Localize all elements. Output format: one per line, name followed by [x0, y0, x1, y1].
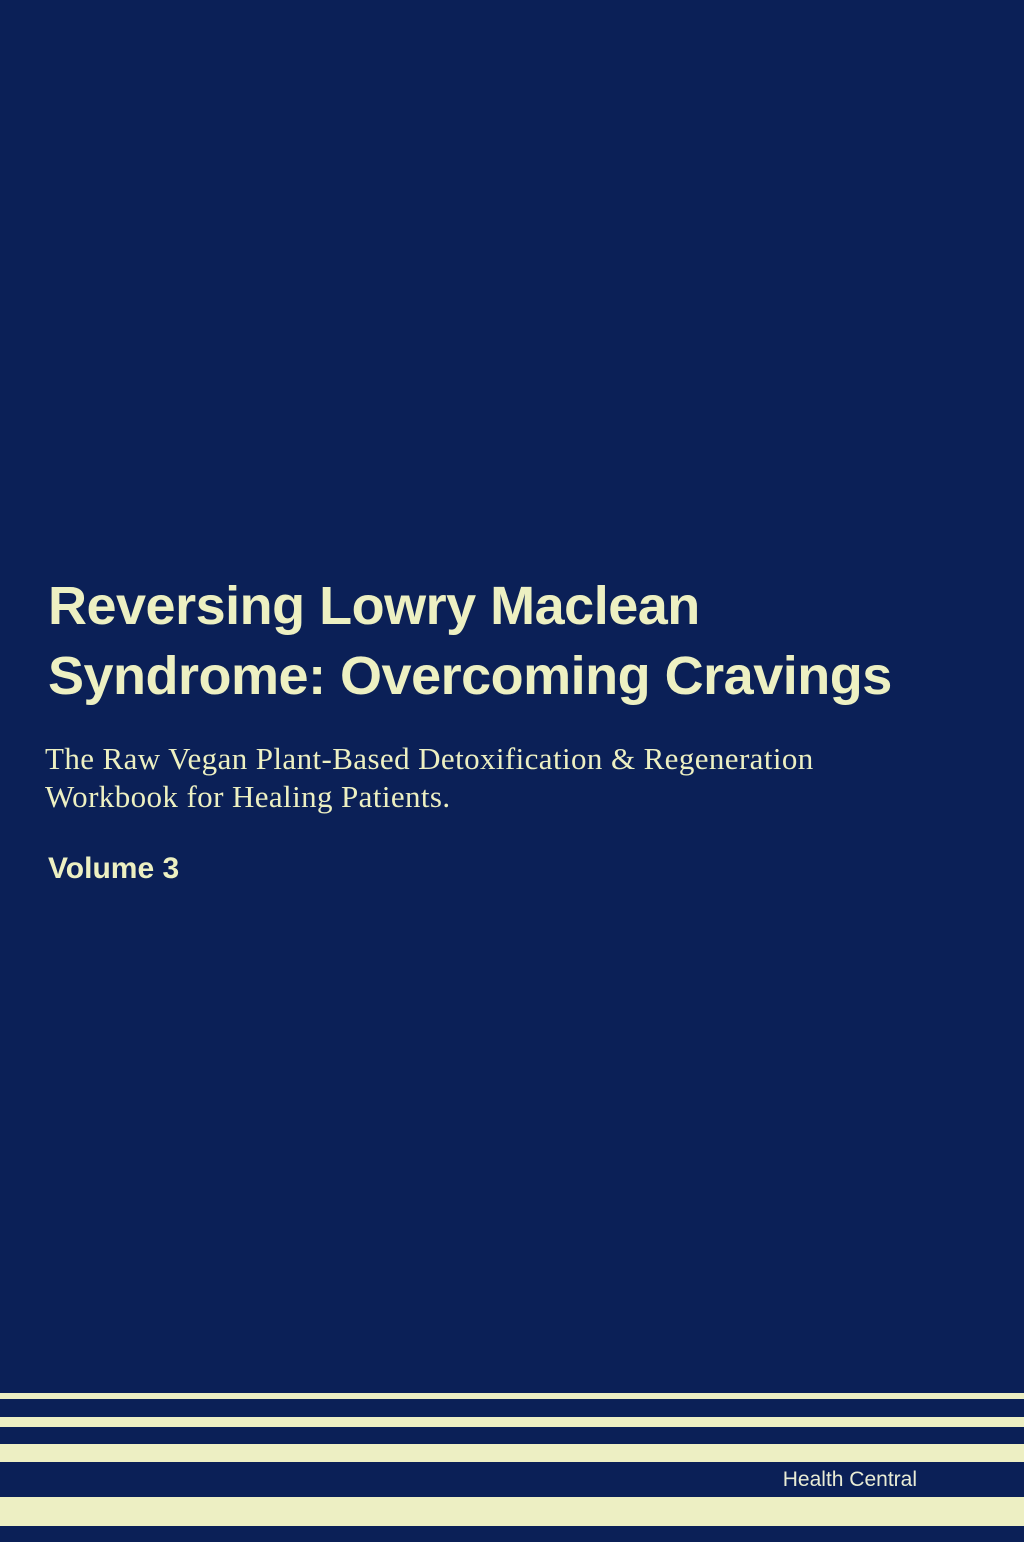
- book-title-line2: Syndrome: Overcoming Cravings: [48, 646, 892, 706]
- footer-stripe-medium: [0, 1444, 1024, 1462]
- book-subtitle-line2: Workbook for Healing Patients.: [45, 779, 451, 814]
- publisher-band: [0, 1462, 1024, 1497]
- footer-stripe-gap-1: [0, 1399, 1024, 1417]
- footer-stripes: [0, 1393, 1024, 1542]
- book-title: [48, 571, 892, 711]
- book-subtitle: [45, 740, 814, 816]
- footer-stripe-gap-2: [0, 1427, 1024, 1444]
- book-subtitle-line1: The Raw Vegan Plant-Based Detoxification & Regeneration: [45, 741, 814, 776]
- footer-stripe-wide: [0, 1497, 1024, 1526]
- footer-bottom-edge: [0, 1526, 1024, 1542]
- footer-stripe-thin-2: [0, 1417, 1024, 1427]
- volume-label: Volume 3: [48, 852, 180, 885]
- book-title-line1: Reversing Lowry Maclean: [48, 576, 700, 636]
- publisher-name: Health Central: [782, 1468, 917, 1491]
